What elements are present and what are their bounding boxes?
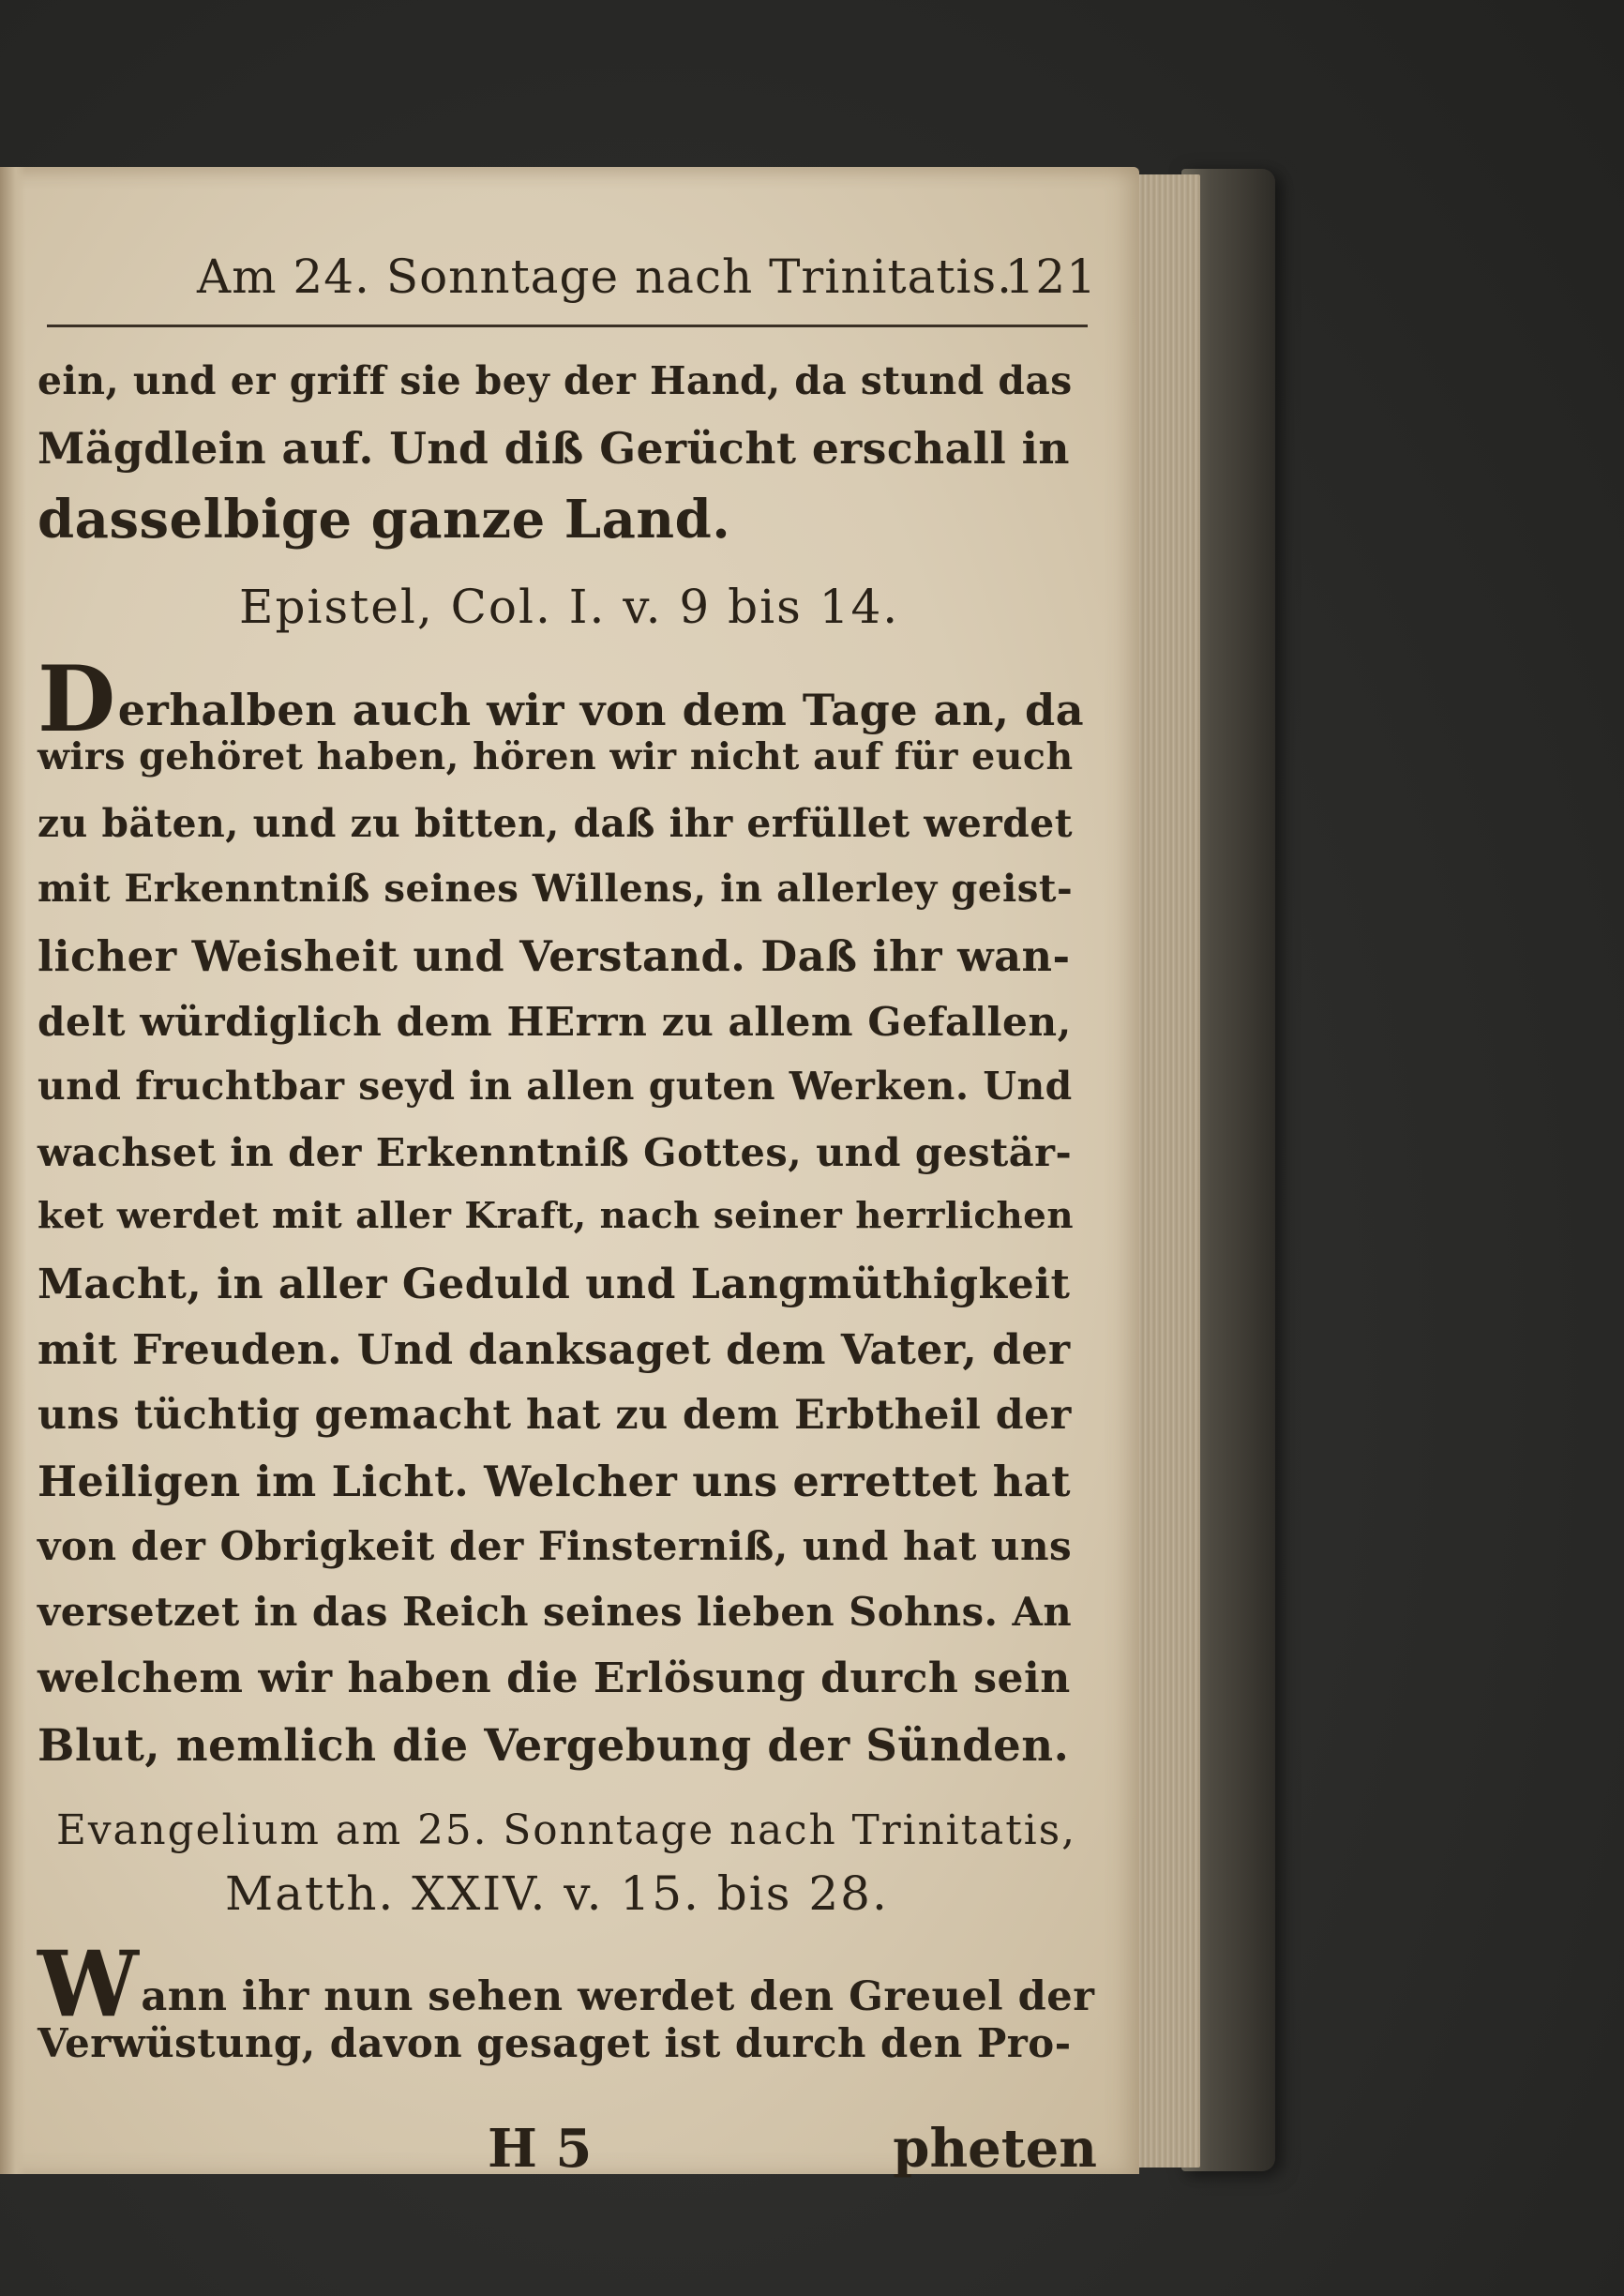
text-line: Heiligen im Licht. Welcher uns errettet hat bbox=[38, 1458, 1071, 1506]
text-line: von der Obrigkeit der Finsterniß, und hat uns bbox=[38, 1523, 1073, 1569]
text-line: Macht, in aller Geduld und Langmüthigkeit bbox=[38, 1261, 1071, 1308]
gospel-heading-line2: Matth. XXIV. v. 15. bis 28. bbox=[225, 1866, 889, 1921]
text-line: uns tüchtig gemacht hat zu dem Erbtheil der bbox=[38, 1392, 1072, 1439]
text-line: versetzet in das Reich seines lieben Sohns. An bbox=[38, 1589, 1073, 1635]
page-number: 121 bbox=[1004, 249, 1097, 304]
gospel-first-line bbox=[38, 1931, 1095, 2037]
text-line: zu bäten, und zu bitten, daß ihr erfüllet werdet bbox=[38, 801, 1074, 846]
text-line: mit Freuden. Und danksaget dem Vater, der bbox=[38, 1326, 1071, 1374]
text-line: licher Weisheit und Verstand. Daß ihr wan- bbox=[38, 931, 1071, 981]
text-line: Mägdlein auf. Und diß Gerücht erschall in bbox=[38, 423, 1070, 474]
drop-cap: D bbox=[38, 646, 116, 752]
epistle-first-line bbox=[38, 646, 1085, 752]
running-title: Am 24. Sonntage nach Trinitatis. bbox=[197, 249, 1014, 304]
text-line: Blut, nemlich die Vergebung der Sünden. bbox=[38, 1719, 1070, 1771]
page-gutter bbox=[0, 167, 26, 2174]
text-line: ann ihr nun sehen werdet den Greuel der bbox=[141, 1973, 1095, 2020]
text-line: mit Erkenntniß seines Willens, in allerley geist- bbox=[38, 867, 1074, 911]
text-line: und fruchtbar seyd in allen guten Werken. Und bbox=[38, 1064, 1073, 1109]
catchword: pheten bbox=[893, 2118, 1097, 2180]
header-rule bbox=[47, 325, 1088, 327]
gospel-heading-line1: Evangelium am 25. Sonntage nach Trinitatis, bbox=[56, 1806, 1077, 1854]
text-line: Verwüstung, davon gesaget ist durch den Pro- bbox=[38, 2020, 1072, 2066]
text-line: wachset in der Erkenntniß Gottes, und gestär- bbox=[38, 1129, 1073, 1175]
book-page bbox=[0, 167, 1139, 2180]
text-line: erhalben auch wir von dem Tage an, da bbox=[117, 685, 1085, 735]
text-line: ein, und er griff sie bey der Hand, da stund das bbox=[38, 358, 1073, 403]
text-line: welchem wir haben die Erlösung durch sein bbox=[38, 1654, 1071, 1702]
signature-mark: H 5 bbox=[488, 2118, 593, 2180]
text-line: dasselbige ganze Land. bbox=[38, 489, 731, 551]
text-line: wirs gehöret haben, hören wir nicht auf für euch bbox=[38, 735, 1074, 778]
drop-cap: W bbox=[38, 1931, 140, 2037]
epistle-heading: Epistel, Col. I. v. 9 bis 14. bbox=[239, 580, 900, 634]
text-line: ket werdet mit aller Kraft, nach seiner herrlichen bbox=[38, 1195, 1075, 1237]
text-line: delt würdiglich dem HErrn zu allem Gefallen, bbox=[38, 998, 1072, 1045]
